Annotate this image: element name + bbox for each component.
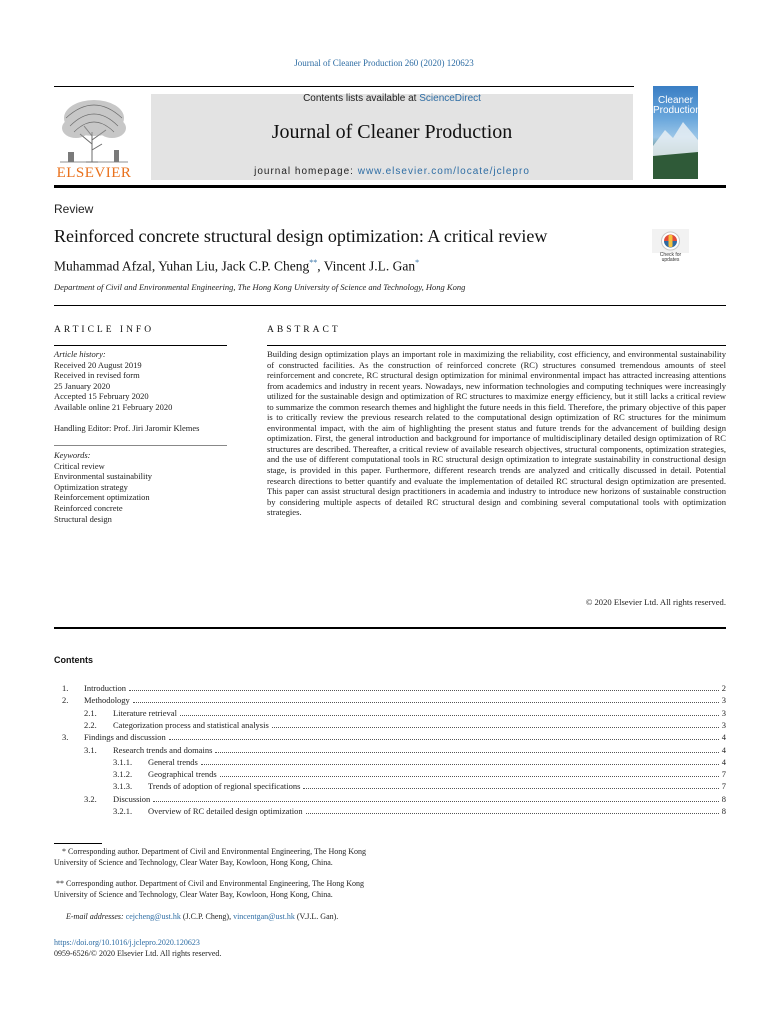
header-rule (54, 86, 634, 87)
keyword-item: Reinforcement optimization (54, 492, 150, 503)
toc-entry[interactable] (0, 805, 768, 817)
toc-entry[interactable] (0, 756, 768, 768)
front-matter-rule (54, 627, 726, 629)
toc-entry-title: General trends (148, 756, 198, 767)
abstract-heading: ABSTRACT (267, 325, 341, 335)
footnote-text-1: Corresponding author. Department of Civil and Environmental Engineering, The Hong Kong University of Science and Technology, Clear Water Bay, Kowloon, Hong Kong, China. (54, 847, 367, 867)
toc-entry[interactable] (0, 780, 768, 792)
toc-entry-number: 3.1. (84, 744, 97, 755)
article-info-heading: ARTICLE INFO (54, 325, 155, 335)
toc-dot-leader (133, 695, 719, 703)
abstract-text: Building design optimization plays an important role in maximizing the reliability, cost efficiency, and environmental sustainability of constructed facilities. As the construction of reinforced concrete (RC) structures consumed tremendous amounts of steel reinforcement and concrete, RC structural design optimization for minimal environmental impact has attracted increasing attentions from academics and industry in recent years. Nowadays, new information technologies and computing techniques were increasingly utilized for the sustainable design and optimization of RC structures to maximize energy efficiency, but it still lacks a critical review to summarize the common research themes and highlight the future needs in this field. Therefore, the primary objective of this paper is to critically review the previous research related to the computational design optimization of RC structures for the minimum environmental impact, with the aim of highlighting the present status and future trends for the advancement of building design optimization. First, the general introduction and background for importance of multidisciplinary detailed design optimization of RC structures are described. Thereafter, a critical review of available research objectives, structural components, optimization strategies, and the use of different computational tools in RC structural design optimization to integrate sustainability in constructional design stage, is provided in this paper. Furthermore, different research trends are analyzed and critically discussed in detail. Potential research directions to better quantify and evaluate the implementation of detailed RC structural design optimization are presented. This paper can assist structural design practitioners in academia and industry to introduce new horizons of sustainable construction by considering multiple aspects of detailed RC structural design and combining several computational tools with optimization strategies. (267, 349, 726, 518)
email-link-cheng[interactable]: cejcheng@ust.hk (125, 912, 181, 921)
article-history (54, 349, 234, 413)
affiliation: Department of Civil and Environmental Engineering, The Hong Kong University of Science and Technology, Hong Kong (54, 282, 466, 292)
toc-entry-number: 2. (62, 695, 69, 706)
toc-entry-number: 3.1.1. (113, 756, 133, 767)
handling-editor: Handling Editor: Prof. Jiri Jaromir Klemes (54, 423, 200, 433)
toc-entry-page: 7 (721, 769, 726, 780)
toc-entry-line (84, 731, 726, 743)
history-item: 25 January 2020 (54, 380, 111, 391)
footnote-mark-2: ** (56, 879, 64, 888)
toc-entry[interactable] (0, 768, 768, 780)
toc-entry-number: 3. (62, 732, 69, 743)
elsevier-wordmark: ELSEVIER (56, 165, 132, 181)
toc-entry-line (148, 768, 726, 780)
toc-entry-line (148, 805, 726, 817)
toc-entry-number: 3.2.1. (113, 806, 133, 816)
keywords-label: Keywords: (54, 450, 91, 460)
footnote-emails (54, 912, 382, 923)
toc-entry-number: 2.1. (84, 707, 97, 718)
keyword-item: Environmental sustainability (54, 471, 152, 482)
toc-entry-title: Geographical trends (148, 769, 217, 780)
toc-entry-number: 3.2. (84, 793, 97, 804)
history-item: Received in revised form (54, 370, 140, 381)
authors-part2: , Vincent J.L. Gan (317, 258, 416, 274)
toc-entry-title: Trends of adoption of regional specifications (148, 781, 301, 792)
crossmark-icon (652, 229, 689, 253)
email-owner-gan: (V.J.L. Gan). (294, 912, 339, 921)
toc-entry-page: 7 (721, 781, 726, 792)
paper-title: Reinforced concrete structural design optimization: A critical review (54, 226, 548, 246)
keyword-item: Optimization strategy (54, 481, 128, 492)
toc-entry-page: 8 (721, 806, 726, 816)
keyword-item: Reinforced concrete (54, 502, 123, 513)
toc-entry-title: Findings and discussion (84, 732, 166, 743)
toc-entry-number: 2.2. (84, 719, 97, 730)
toc-entry-number: 3.1.2. (113, 769, 133, 780)
homepage-prefix: journal homepage: (254, 166, 358, 177)
toc-entry-page: 3 (721, 695, 726, 706)
toc-entry-page: 4 (721, 732, 726, 743)
toc-entry-line (113, 707, 726, 719)
toc-entry-page: 3 (721, 707, 726, 718)
toc-entry-line (84, 682, 726, 694)
toc-entry-title: Methodology (84, 695, 130, 706)
toc-dot-leader (303, 781, 718, 789)
section-rule (54, 305, 726, 306)
email-owner-cheng: (J.C.P. Cheng), (180, 912, 234, 921)
corresponding-author-mark-2[interactable]: * (415, 258, 420, 267)
footnote-rule (54, 843, 102, 844)
article-info-rule (54, 345, 227, 346)
toc-entry-page: 3 (721, 719, 726, 730)
history-item: Available online 21 February 2020 (54, 401, 173, 412)
corresponding-author-mark-1[interactable]: ** (309, 258, 318, 267)
toc-entry-line (84, 694, 726, 706)
email-link-gan[interactable]: vincentgan@ust.hk (233, 912, 295, 921)
footnote-mark-1: * (62, 847, 66, 856)
article-type-label: Review (54, 202, 94, 216)
toc-entry-number: 1. (62, 683, 69, 693)
check-for-updates-text (652, 253, 689, 263)
keywords-block (54, 450, 234, 524)
toc-dot-leader (169, 732, 719, 740)
abstract-rule (267, 345, 726, 346)
contents-heading: Contents (54, 655, 93, 665)
history-item: Accepted 15 February 2020 (54, 391, 149, 402)
journal-citation-link[interactable]: Journal of Cleaner Production 260 (2020) 120623 (294, 58, 474, 68)
toc-entry-title: Literature retrieval (113, 707, 177, 718)
toc-entry-title: Research trends and domains (113, 744, 213, 755)
toc-entry[interactable] (0, 744, 768, 756)
header-thick-rule (54, 185, 726, 188)
toc-entry-page: 4 (721, 744, 726, 755)
journal-homepage-link[interactable]: www.elsevier.com/locate/jclepro (357, 166, 530, 177)
keyword-item: Critical review (54, 460, 105, 471)
toc-dot-leader (220, 769, 719, 777)
toc-entry-page: 4 (721, 756, 726, 767)
footnote-corresponding-2 (54, 879, 382, 900)
toc-entry[interactable] (0, 719, 768, 731)
toc-dot-leader (201, 757, 719, 765)
authors-part1: Muhammad Afzal, Yuhan Liu, Jack C.P. Cheng (54, 258, 310, 274)
cover-title-line2: Production (653, 105, 701, 116)
contents-prefix: Contents lists available at (303, 93, 420, 104)
article-history-label: Article history: (54, 349, 106, 359)
toc-entry-number: 3.1.3. (113, 781, 133, 792)
toc-dot-leader (129, 683, 719, 691)
keyword-item: Structural design (54, 513, 112, 524)
toc-dot-leader (180, 708, 719, 716)
crossmark-text-line2: updates (661, 257, 680, 263)
journal-homepage-line (151, 166, 633, 177)
email-label: E-mail addresses: (66, 912, 124, 921)
toc-dot-leader (306, 806, 719, 814)
contents-available-line (151, 93, 633, 104)
toc-entry-title: Overview of RC detailed design optimization (148, 806, 303, 816)
journal-title: Journal of Cleaner Production (271, 121, 513, 143)
doi-link[interactable]: https://doi.org/10.1016/j.jclepro.2020.120623 (54, 938, 200, 947)
footnote-text-2: Corresponding author. Department of Civil and Environmental Engineering, The Hong Kong University of Science and Technology, Clear Water Bay, Kowloon, Hong Kong, China. (54, 879, 365, 899)
toc-entry-page: 8 (721, 793, 726, 804)
toc-entry-line (113, 793, 726, 805)
toc-entry[interactable] (0, 694, 768, 706)
cover-title (653, 95, 701, 116)
toc-dot-leader (272, 720, 719, 728)
keywords-rule (54, 445, 227, 446)
footnote-corresponding-1 (54, 847, 382, 868)
cover-title-line1: Cleaner (657, 95, 694, 106)
toc-dot-leader (153, 794, 718, 802)
toc-entry-line (113, 719, 726, 731)
toc-entry[interactable] (0, 731, 768, 743)
toc-entry[interactable] (0, 682, 768, 694)
toc-entry-title: Discussion (113, 793, 151, 804)
crossmark-text-line1: Check for (659, 252, 682, 258)
toc-entry-title: Categorization process and statistical analysis (113, 719, 269, 730)
sciencedirect-link[interactable]: ScienceDirect (419, 93, 481, 104)
toc-entry-page: 2 (721, 683, 726, 693)
toc-entry[interactable] (0, 793, 768, 805)
toc-entry[interactable] (0, 707, 768, 719)
abstract-copyright: © 2020 Elsevier Ltd. All rights reserved. (585, 597, 726, 607)
toc-entry-line (148, 780, 726, 792)
issn-copyright: 0959-6526/© 2020 Elsevier Ltd. All rights reserved. (54, 949, 222, 958)
toc-entry-title: Introduction (84, 683, 127, 693)
toc-dot-leader (215, 745, 718, 753)
toc-entry-line (113, 744, 726, 756)
author-list (54, 258, 419, 275)
toc-entry-line (148, 756, 726, 768)
history-item: Received 20 August 2019 (54, 359, 142, 370)
